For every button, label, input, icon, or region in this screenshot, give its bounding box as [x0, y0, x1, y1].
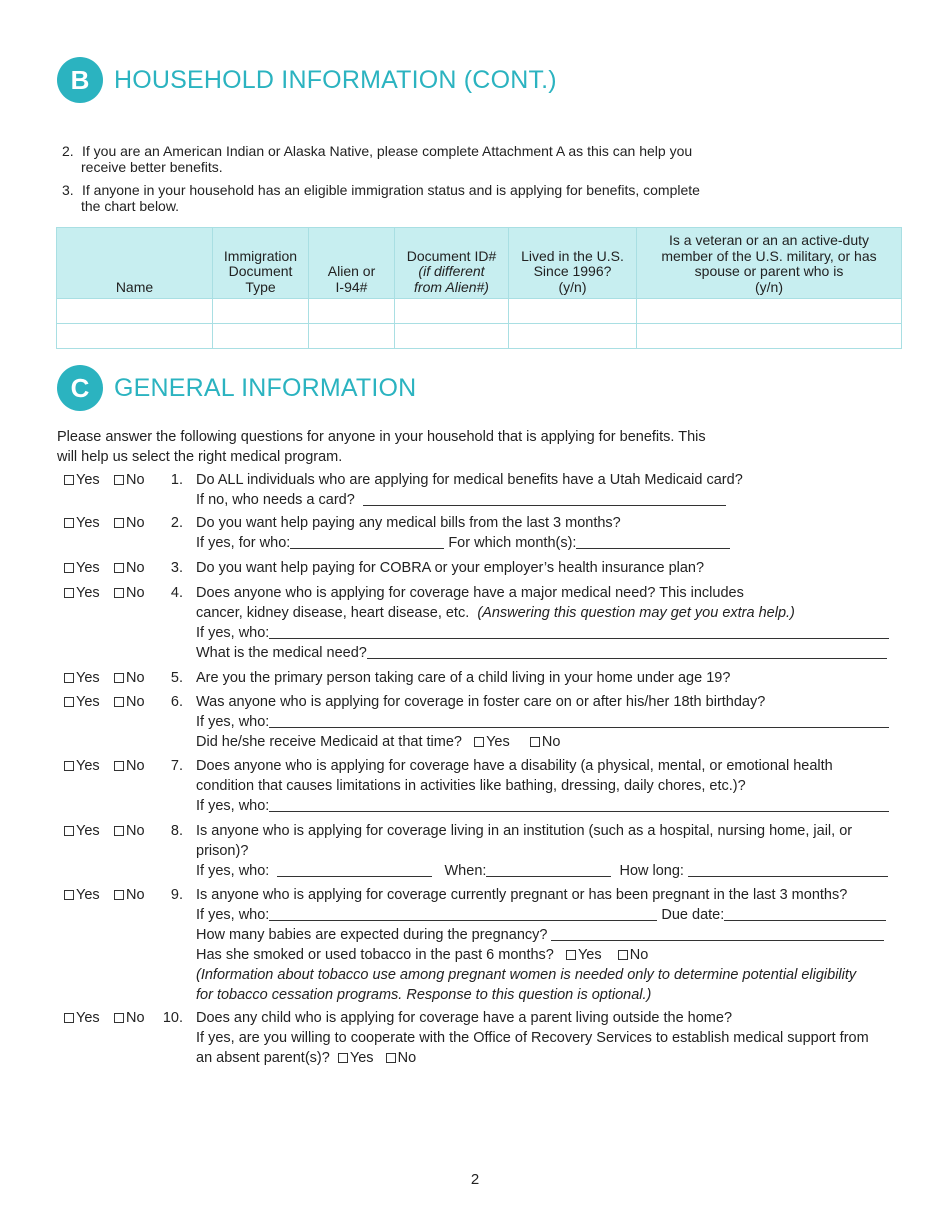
sub-no-checkbox[interactable]: No	[618, 947, 649, 963]
question-text: Is anyone who is applying for coverage currently pregnant or has been pregnant in the last 3 months?	[196, 887, 848, 903]
question-text: Do ALL individuals who are applying for medical benefits have a Utah Medicaid card?	[196, 472, 743, 488]
table-header-row	[57, 228, 902, 299]
no-checkbox[interactable]: No	[114, 1008, 145, 1028]
answer-line[interactable]	[277, 862, 432, 877]
question-text: Does any child who is applying for coverage have a parent living outside the home?	[196, 1010, 733, 1026]
col-alien: Alien or I-94#	[309, 228, 395, 299]
item-2	[62, 143, 762, 175]
no-checkbox[interactable]: No	[114, 513, 145, 533]
item-text-cont: the chart below.	[81, 198, 180, 214]
question-number: 3.	[170, 560, 183, 576]
col-name: Name	[57, 228, 213, 299]
section-b-badge: B	[57, 57, 103, 103]
no-checkbox[interactable]: No	[114, 756, 145, 776]
yes-checkbox[interactable]: Yes	[64, 513, 100, 533]
sub-yes-checkbox[interactable]: Yes	[474, 734, 510, 750]
no-checkbox[interactable]: No	[114, 583, 145, 603]
question-text: Was anyone who is applying for coverage in foster care on or after his/her 18th birthday?	[196, 694, 766, 710]
answer-line[interactable]	[269, 624, 889, 639]
col-doc-id: Document ID# (if different from Alien#)	[395, 228, 509, 299]
sub-no-checkbox[interactable]: No	[386, 1050, 417, 1066]
question-number: 2.	[170, 515, 183, 531]
no-checkbox[interactable]: No	[114, 558, 145, 578]
question-text: Do you want help paying for COBRA or your employer’s health insurance plan?	[196, 560, 705, 576]
question-number: 1.	[170, 472, 183, 488]
no-checkbox[interactable]: No	[114, 821, 145, 841]
section-c-title: GENERAL INFORMATION	[114, 373, 417, 402]
no-checkbox[interactable]: No	[114, 470, 145, 490]
item-number: 2.	[62, 143, 74, 159]
table-row[interactable]	[57, 299, 902, 324]
yes-checkbox[interactable]: Yes	[64, 885, 100, 905]
answer-line[interactable]	[269, 906, 657, 921]
yes-checkbox[interactable]: Yes	[64, 583, 100, 603]
answer-line[interactable]	[363, 491, 726, 506]
immigration-table	[56, 227, 902, 349]
section-c-header	[57, 365, 416, 411]
item-text: If you are an American Indian or Alaska Native, please complete Attachment A as this can help you	[82, 143, 693, 159]
answer-line[interactable]	[576, 534, 730, 549]
answer-line[interactable]	[269, 713, 889, 728]
item-3	[62, 182, 762, 214]
item-text-cont: receive better benefits.	[81, 159, 223, 175]
yes-checkbox[interactable]: Yes	[64, 470, 100, 490]
answer-line[interactable]	[290, 534, 444, 549]
question-text: Do you want help paying any medical bills from the last 3 months?	[196, 515, 621, 531]
sub-yes-checkbox[interactable]: Yes	[566, 947, 602, 963]
question-text: Does anyone who is applying for coverage have a major medical need? This includes	[196, 585, 744, 601]
table-row[interactable]	[57, 324, 902, 349]
sub-no-checkbox[interactable]: No	[530, 734, 561, 750]
answer-line[interactable]	[367, 644, 887, 659]
page-number: 2	[470, 1171, 480, 1188]
answer-line[interactable]	[269, 797, 889, 812]
question-number: 4.	[170, 585, 183, 601]
question-number: 6.	[170, 694, 183, 710]
question-number: 7.	[170, 758, 183, 774]
question-text: Is anyone who is applying for coverage living in an institution (such as a hospital, nursing home, jail, or	[196, 823, 853, 839]
answer-line[interactable]	[688, 862, 888, 877]
item-number: 3.	[62, 182, 74, 198]
no-checkbox[interactable]: No	[114, 668, 145, 688]
answer-line[interactable]	[486, 862, 611, 877]
intro-text: Please answer the following questions for anyone in your household that is applying for benefits. This will help us select the right medical program.	[57, 429, 706, 465]
col-veteran: Is a veteran or an an active-duty member of the U.S. military, or has spouse or parent who is (y/n)	[637, 228, 902, 299]
question-number: 8.	[170, 823, 183, 839]
question-number: 9.	[170, 887, 183, 903]
item-text: If anyone in your household has an eligible immigration status and is applying for benefits, complete	[82, 182, 700, 198]
col-lived: Lived in the U.S. Since 1996? (y/n)	[509, 228, 637, 299]
section-b-header	[57, 57, 557, 103]
section-b-title: HOUSEHOLD INFORMATION (CONT.)	[114, 65, 557, 94]
no-checkbox[interactable]: No	[114, 692, 145, 712]
yes-checkbox[interactable]: Yes	[64, 756, 100, 776]
answer-line[interactable]	[551, 926, 884, 941]
question-text: Are you the primary person taking care of a child living in your home under age 19?	[196, 670, 731, 686]
sub-yes-checkbox[interactable]: Yes	[338, 1050, 374, 1066]
question-text: Does anyone who is applying for coverage have a disability (a physical, mental, or emotional health	[196, 758, 833, 774]
question-number: 10.	[162, 1010, 183, 1026]
col-immigration-doc: Immigration Document Type	[213, 228, 309, 299]
yes-checkbox[interactable]: Yes	[64, 692, 100, 712]
yes-checkbox[interactable]: Yes	[64, 558, 100, 578]
question-number: 5.	[170, 670, 183, 686]
section-c-badge: C	[57, 365, 103, 411]
yes-checkbox[interactable]: Yes	[64, 668, 100, 688]
yes-checkbox[interactable]: Yes	[64, 821, 100, 841]
yes-checkbox[interactable]: Yes	[64, 1008, 100, 1028]
no-checkbox[interactable]: No	[114, 885, 145, 905]
answer-line[interactable]	[724, 906, 886, 921]
